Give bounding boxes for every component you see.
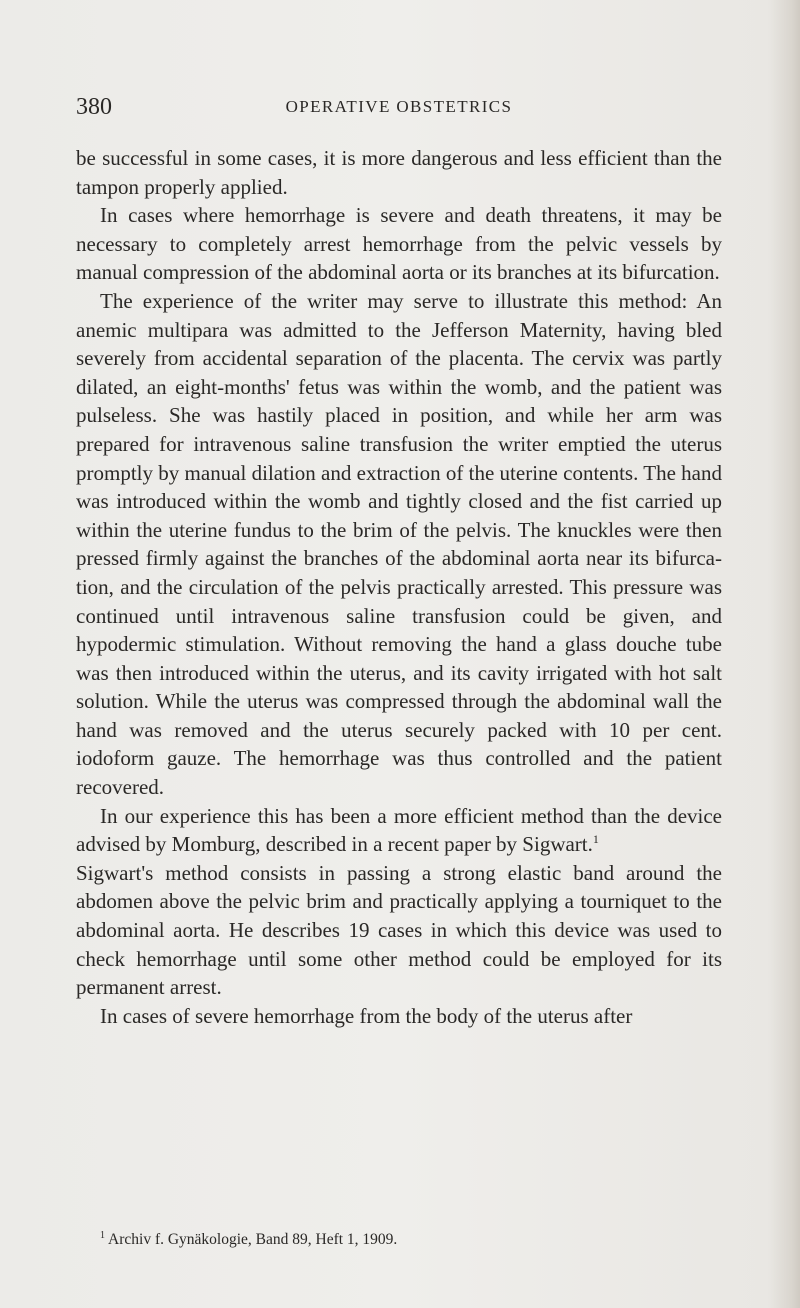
page-number: 380 xyxy=(76,94,112,120)
paragraph: In cases of severe hemorrhage from the body of the uterus after xyxy=(100,1003,633,1028)
paragraph: In cases where hemorrhage is severe and death threatens, it may be necessary to completely arrest hemorrhage from the pelvic vessels by manual compression of the abdominal aorta or its branches at its bifurcation. xyxy=(76,203,722,285)
paragraph-continued: Sigwart's method consists in passing a strong elastic band around the abdomen above the pelvic brim and practically applying a tourniquet to the abdominal aorta. He describes 19 cases in which this device was used to check hemorrhage until some other method could be employed for its permanent arrest. xyxy=(76,860,722,1000)
footnote-marker: 1 xyxy=(100,1230,105,1241)
paragraph-with-footnote-ref xyxy=(76,802,722,859)
paragraph: The experience of the writer may serve to illustrate this method: An anemic multipara was admitted to the Jefferson Maternity, having bled severely from accidental separation of the placenta. The cervix was partly dilated, an eight-months' fetus was within the womb, and the patient was pulseless. She was hastily placed in position, and while her arm was prepared for intravenous saline transfusion the writer emptied the uterus promptly by manual dilation and extraction of the uterine contents. The hand was introduced within the womb and tightly closed and the fist carried up within the uterine fundus to the brim of the pelvis. The knuckles were then pressed firmly against the branches of the abdominal aorta near its bifurcation, and the circulation of the pelvis practically arrested. This pressure was continued until intravenous saline transfusion could be given, and hypodermic stimulation. Without removing the hand a glass douche tube was then introduced within the uterus, and its cavity irrigated with hot salt solution. While the uterus was compressed through the abdominal wall the hand was removed and the uterus securely packed with 10 per cent. iodoform gauze. The hemorrhage was thus controlled and the patient recovered. xyxy=(76,288,722,800)
body-text xyxy=(76,144,722,1030)
footnote xyxy=(100,1230,722,1250)
running-title: OPERATIVE OBSTETRICS xyxy=(285,97,513,116)
footnote-reference: 1 xyxy=(592,832,599,847)
footnote-text: Archiv f. Gynäkologie, Band 89, Heft 1, 1909. xyxy=(108,1231,398,1248)
paragraph-text: In our experience this has been a more efficient method than the device advised by Momburg, described in a recent paper by Sigwart. xyxy=(76,803,722,857)
running-head xyxy=(76,93,722,123)
paragraph-continued: be successful in some cases, it is more dangerous and less efficient than the tampon properly applied. xyxy=(76,146,722,199)
